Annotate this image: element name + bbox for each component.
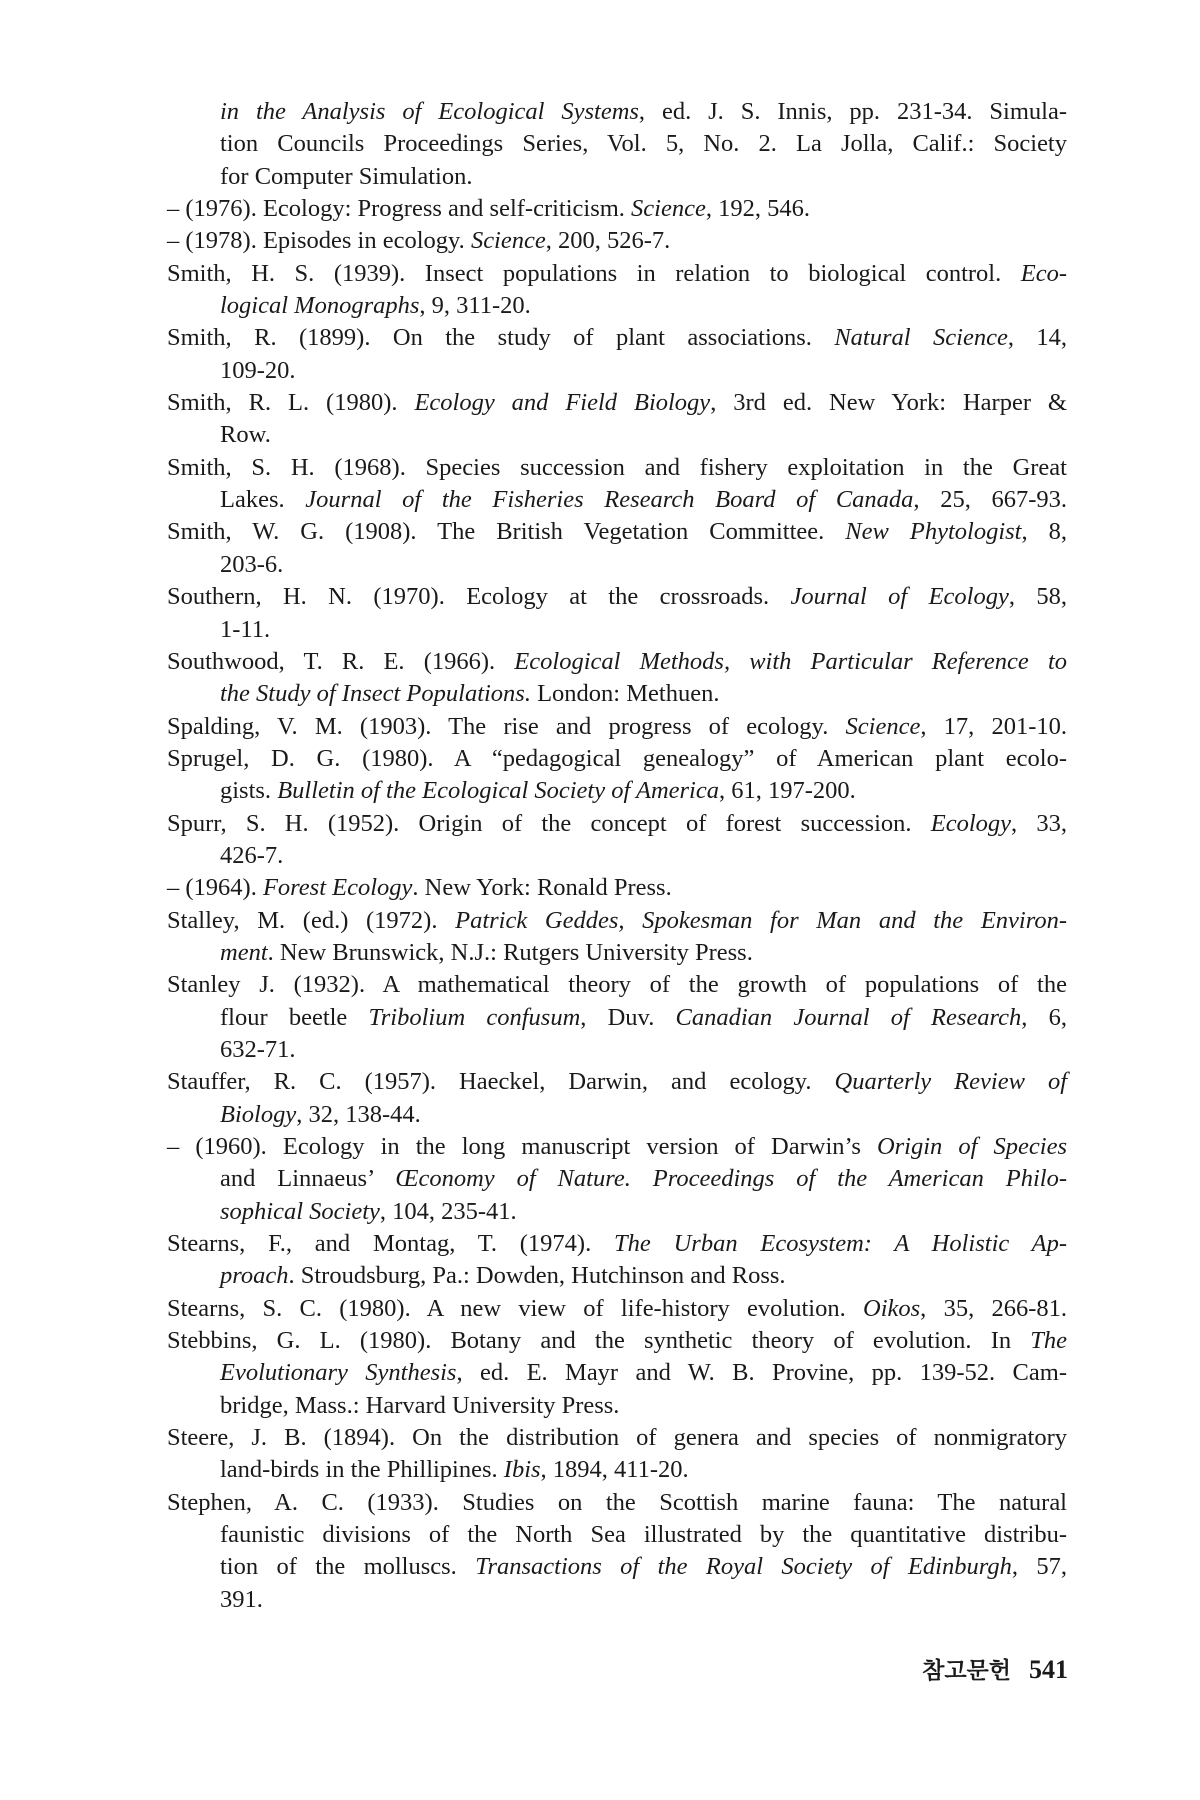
italic-title-text: Œconomy of Nature. Proceedings of the American Philo-	[395, 1165, 1067, 1193]
reference-line	[167, 1357, 1067, 1389]
reference-text: , ed. J. S. Innis, pp. 231-34. Simula-	[638, 98, 1067, 125]
reference-line	[167, 1551, 1067, 1583]
reference-entry	[167, 387, 1067, 452]
reference-line	[167, 775, 1067, 807]
reference-line	[167, 322, 1067, 354]
reference-line	[167, 711, 1067, 743]
reference-line	[167, 1390, 1067, 1422]
reference-line	[167, 193, 1067, 225]
italic-title-text: The	[1030, 1327, 1067, 1355]
reference-text: , 57,	[1011, 1553, 1067, 1581]
reference-text: 109-20.	[220, 356, 296, 384]
reference-line	[167, 937, 1067, 969]
reference-line	[167, 581, 1067, 613]
reference-text: , 3rd ed. New York: Harper &	[710, 389, 1067, 417]
reference-line	[167, 355, 1067, 387]
reference-text: , 17, 201-10.	[920, 712, 1067, 740]
reference-text: Spalding, V. M. (1903). The rise and progress of ecology.	[167, 712, 846, 740]
reference-line	[167, 678, 1067, 710]
reference-text: , 6,	[1021, 1003, 1067, 1031]
reference-text: and Linnaeus’	[220, 1165, 396, 1193]
reference-text: , 14,	[1007, 324, 1068, 352]
italic-title-text: Ibis	[503, 1456, 541, 1484]
reference-text: , Duv.	[580, 1003, 676, 1031]
reference-line	[167, 1487, 1067, 1519]
italic-title-text: Ecological Methods, with Particular Reference to	[514, 647, 1067, 675]
reference-entry	[167, 1293, 1067, 1325]
italic-title-text: ment	[220, 938, 268, 966]
reference-line	[167, 258, 1067, 290]
italic-title-text: sophical Society	[220, 1197, 380, 1225]
reference-line	[167, 1099, 1067, 1131]
reference-entry	[167, 225, 1067, 257]
italic-title-text: Biology	[220, 1100, 297, 1128]
reference-text: 203-6.	[220, 550, 284, 578]
reference-text: . New Brunswick, N.J.: Rutgers University Press.	[267, 938, 753, 966]
reference-entry	[167, 808, 1067, 873]
reference-text: , 33,	[1011, 809, 1067, 837]
italic-title-text: The Urban Ecosystem: A Holistic Ap-	[614, 1230, 1068, 1258]
italic-title-text: Science	[845, 712, 921, 740]
reference-entry	[167, 905, 1067, 970]
reference-text: Smith, W. G. (1908). The British Vegetation Committee.	[167, 518, 846, 546]
page-footer	[922, 1652, 1068, 1685]
reference-entry	[167, 96, 1067, 193]
reference-line	[167, 1131, 1067, 1163]
italic-title-text: Journal of the Fisheries Research Board of Canada	[305, 486, 914, 514]
reference-entry	[167, 193, 1067, 225]
reference-text: Row.	[220, 421, 271, 449]
reference-entry	[167, 969, 1067, 1066]
reference-line	[167, 452, 1067, 484]
reference-text: , 8,	[1021, 518, 1067, 546]
reference-text: Stearns, S. C. (1980). A new view of life-history evolution.	[167, 1294, 863, 1322]
reference-text: flour beetle	[220, 1003, 369, 1031]
reference-text: Stauffer, R. C. (1957). Haeckel, Darwin, and ecology.	[167, 1068, 835, 1096]
italic-title-text: the Study of Insect Populations.	[220, 680, 531, 708]
italic-title-text: Tribolium confusum	[368, 1003, 581, 1031]
reference-line	[167, 614, 1067, 646]
reference-line	[167, 484, 1067, 516]
reference-entry	[167, 1325, 1067, 1422]
reference-entry	[167, 1422, 1067, 1487]
reference-entry	[167, 1066, 1067, 1131]
reference-line	[167, 840, 1067, 872]
reference-text: tion of the molluscs.	[220, 1553, 476, 1581]
italic-title-text: Oikos	[863, 1294, 921, 1322]
reference-text: – (1978). Episodes in ecology.	[167, 227, 471, 255]
reference-text: 632-71.	[220, 1035, 296, 1063]
italic-title-text: logical Monographs	[220, 292, 420, 320]
reference-entry	[167, 872, 1067, 904]
reference-line	[167, 549, 1067, 581]
page-number: 541	[1029, 1655, 1068, 1684]
reference-line	[167, 872, 1067, 904]
reference-line	[167, 969, 1067, 1001]
reference-line	[167, 96, 1067, 128]
reference-line	[167, 1196, 1067, 1228]
reference-text: – (1976). Ecology: Progress and self-criticism.	[167, 195, 632, 223]
reference-line	[167, 1325, 1067, 1357]
reference-entry	[167, 452, 1067, 517]
reference-entry	[167, 322, 1067, 387]
reference-text: , 104, 235-41.	[379, 1197, 517, 1225]
reference-text: Stephen, A. C. (1933). Studies on the Scottish marine fauna: The natural	[167, 1488, 1067, 1516]
italic-title-text: proach	[220, 1262, 289, 1290]
italic-title-text: Natural Science	[834, 324, 1008, 352]
reference-line	[167, 743, 1067, 775]
reference-line	[167, 1519, 1067, 1551]
reference-text: . New York: Ronald Press.	[412, 874, 672, 902]
reference-line	[167, 1260, 1067, 1292]
reference-entry	[167, 1487, 1067, 1616]
italic-title-text: Science	[470, 227, 546, 255]
reference-line	[167, 387, 1067, 419]
reference-line	[167, 1228, 1067, 1260]
reference-text: – (1960). Ecology in the long manuscript version of Darwin’s	[167, 1133, 877, 1160]
reference-line	[167, 1584, 1067, 1616]
reference-text: land-birds in the Phillipines.	[220, 1456, 504, 1484]
italic-title-text: in the Analysis of Ecological Systems	[220, 98, 639, 125]
reference-line	[167, 808, 1067, 840]
reference-text: , 58,	[1008, 583, 1067, 611]
reference-text: , 25, 667-93.	[913, 486, 1067, 514]
reference-text: Smith, S. H. (1968). Species succession and fishery exploitation in the Great	[167, 453, 1067, 481]
reference-text: for Computer Simulation.	[220, 162, 473, 190]
reference-line	[167, 161, 1067, 193]
reference-entry	[167, 1131, 1067, 1228]
reference-entry	[167, 581, 1067, 646]
italic-title-text: Eco-	[1020, 259, 1067, 287]
reference-text: , 9, 311-20.	[419, 292, 531, 320]
reference-text: tion Councils Proceedings Series, Vol. 5, No. 2. La Jolla, Calif.: Society	[220, 130, 1067, 158]
italic-title-text: Origin of Species	[876, 1133, 1067, 1160]
reference-text: 391.	[220, 1585, 263, 1613]
reference-text: Sprugel, D. G. (1980). A “pedagogical genealogy” of American plant ecolo-	[167, 744, 1067, 772]
italic-title-text: Quarterly Review of	[834, 1068, 1067, 1096]
reference-text: Lakes.	[220, 486, 306, 514]
italic-title-text: Journal of Ecology	[790, 583, 1009, 611]
reference-text: , 1894, 411-20.	[540, 1456, 689, 1484]
reference-line	[167, 1163, 1067, 1195]
italic-title-text: Patrick Geddes, Spokesman for Man and the Environ-	[455, 906, 1068, 934]
italic-title-text: Forest Ecology	[262, 874, 413, 902]
reference-text: Southern, H. N. (1970). Ecology at the crossroads.	[167, 583, 791, 611]
italic-title-text: New Phytologist	[845, 518, 1022, 546]
reference-entry	[167, 743, 1067, 808]
reference-text: . Stroudsburg, Pa.: Dowden, Hutchinson and Ross.	[288, 1262, 786, 1290]
reference-line	[167, 419, 1067, 451]
reference-line	[167, 516, 1067, 548]
italic-title-text: Ecology	[930, 809, 1012, 837]
italic-title-text: Canadian Journal of Research	[675, 1003, 1022, 1031]
reference-text: , 200, 526-7.	[545, 227, 671, 255]
section-title: 참고문헌	[922, 1658, 1011, 1684]
reference-text: gists.	[220, 777, 278, 805]
reference-line	[167, 290, 1067, 322]
reference-line	[167, 1066, 1067, 1098]
reference-text: faunistic divisions of the North Sea illustrated by the quantitative distribu-	[220, 1521, 1067, 1549]
reference-text: Southwood, T. R. E. (1966).	[167, 647, 515, 675]
reference-entry	[167, 516, 1067, 581]
reference-text: Stanley J. (1932). A mathematical theory of the growth of populations of the	[167, 971, 1067, 999]
reference-text: Stebbins, G. L. (1980). Botany and the synthetic theory of evolution. In	[167, 1327, 1031, 1355]
italic-title-text: Transactions of the Royal Society of Edinburgh	[475, 1553, 1012, 1581]
italic-title-text: Evolutionary Synthesis	[220, 1359, 457, 1387]
reference-line	[167, 646, 1067, 678]
reference-text: Smith, H. S. (1939). Insect populations in relation to biological control.	[167, 259, 1021, 287]
reference-text: Stearns, F., and Montag, T. (1974).	[167, 1230, 615, 1258]
reference-text: bridge, Mass.: Harvard University Press.	[220, 1391, 620, 1419]
reference-line	[167, 128, 1067, 160]
reference-text: Spurr, S. H. (1952). Origin of the concept of forest succession.	[167, 809, 931, 837]
reference-line	[167, 1034, 1067, 1066]
reference-line	[167, 1454, 1067, 1486]
reference-line	[167, 1002, 1067, 1034]
reference-text: Steere, J. B. (1894). On the distribution of genera and species of nonmigratory	[167, 1424, 1067, 1452]
reference-text: 1-11.	[220, 615, 271, 643]
reference-entry	[167, 1228, 1067, 1293]
reference-list	[167, 96, 1067, 1616]
reference-text: , ed. E. Mayr and W. B. Provine, pp. 139-52. Cam-	[456, 1359, 1067, 1387]
reference-text: London: Methuen.	[530, 680, 720, 708]
italic-title-text: Ecology and Field Biology	[414, 389, 711, 417]
reference-text: Smith, R. (1899). On the study of plant associations.	[167, 324, 835, 352]
reference-entry	[167, 711, 1067, 743]
reference-text: – (1964).	[167, 874, 263, 902]
reference-text: , 61, 197-200.	[718, 777, 856, 805]
reference-line	[167, 1422, 1067, 1454]
reference-text: , 35, 266-81.	[920, 1294, 1067, 1322]
reference-text: , 192, 546.	[705, 195, 810, 223]
reference-text: Stalley, M. (ed.) (1972).	[167, 906, 456, 934]
reference-entry	[167, 646, 1067, 711]
reference-text: 426-7.	[220, 841, 284, 869]
italic-title-text: Science	[631, 195, 706, 223]
reference-line	[167, 1293, 1067, 1325]
reference-line	[167, 905, 1067, 937]
reference-entry	[167, 258, 1067, 323]
reference-text: , 32, 138-44.	[296, 1100, 421, 1128]
italic-title-text: Bulletin of the Ecological Society of America	[277, 777, 719, 805]
reference-line	[167, 225, 1067, 257]
reference-text: Smith, R. L. (1980).	[167, 389, 415, 417]
